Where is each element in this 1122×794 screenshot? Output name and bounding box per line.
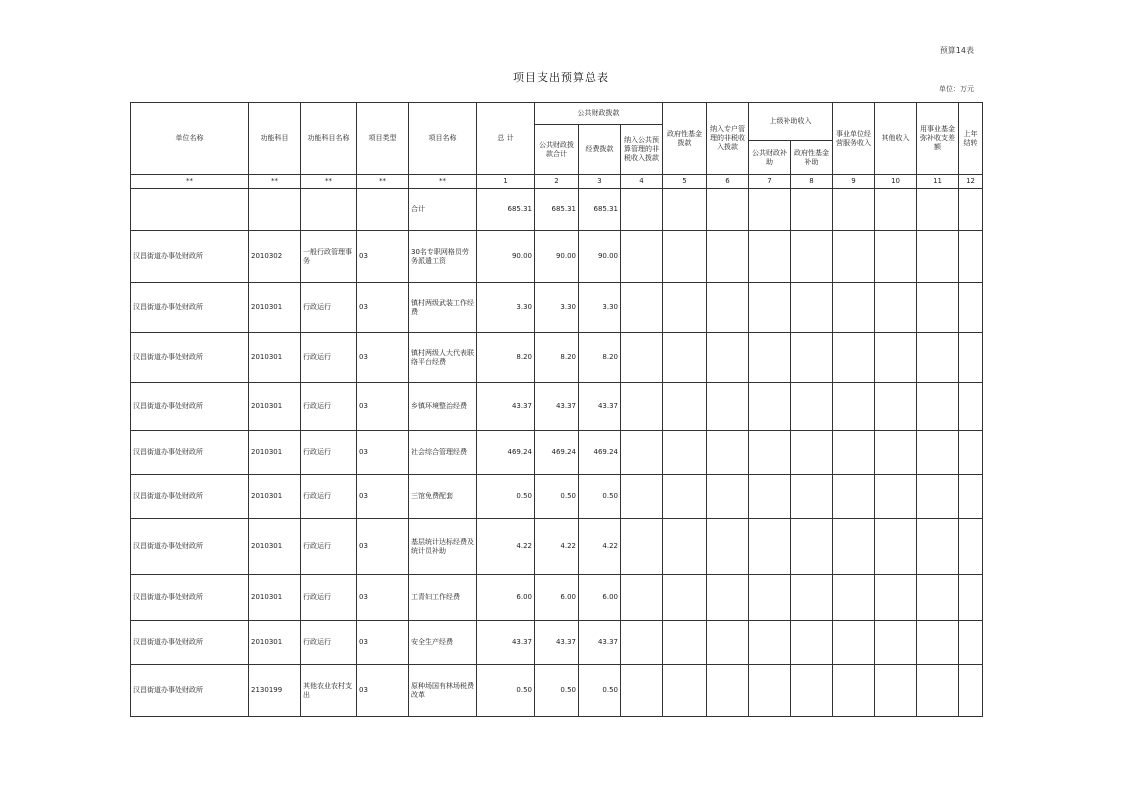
- unit-name-cell: 汉昌街道办事处财政所: [131, 383, 249, 431]
- empty-cell: [621, 383, 663, 431]
- empty-cell: [959, 283, 983, 333]
- empty-cell: [833, 383, 875, 431]
- unit-name-cell: 汉昌街道办事处财政所: [131, 475, 249, 519]
- project-name-cell: 社会综合管理经费: [409, 431, 477, 475]
- empty-cell: [707, 383, 749, 431]
- header-total: 总 计: [477, 103, 535, 175]
- empty-cell: [875, 621, 917, 665]
- empty-cell: [791, 575, 833, 621]
- proj-type-cell: 03: [357, 665, 409, 717]
- empty-cell: [959, 431, 983, 475]
- empty-cell: [917, 231, 959, 283]
- empty-cell: [833, 519, 875, 575]
- empty-cell: [917, 575, 959, 621]
- func-name-cell: 行政运行: [301, 383, 357, 431]
- index-cell: **: [357, 175, 409, 189]
- empty-cell: [749, 231, 791, 283]
- pub-total-cell: 6.00: [535, 575, 579, 621]
- empty-cell: [621, 475, 663, 519]
- empty-cell: [833, 621, 875, 665]
- func-name-cell: 行政运行: [301, 283, 357, 333]
- unit-name-cell: 汉昌街道办事处财政所: [131, 333, 249, 383]
- pub-total-cell: 90.00: [535, 231, 579, 283]
- header-other: 其他收入: [875, 103, 917, 175]
- func-code-cell: 2010301: [249, 519, 301, 575]
- empty-cell: [875, 383, 917, 431]
- proj-type-cell: 03: [357, 575, 409, 621]
- empty-cell: [749, 333, 791, 383]
- total-cell: 90.00: [477, 231, 535, 283]
- func-name-cell: 行政运行: [301, 333, 357, 383]
- func-name-cell: 行政运行: [301, 621, 357, 665]
- total-cell: 43.37: [477, 621, 535, 665]
- proj-type-cell: 03: [357, 431, 409, 475]
- header-func-name: 功能科目名称: [301, 103, 357, 175]
- pub-funds-cell: 4.22: [579, 519, 621, 575]
- empty-cell: [749, 665, 791, 717]
- func-name-cell: 行政运行: [301, 519, 357, 575]
- empty-cell: [875, 665, 917, 717]
- func-code-cell: 2130199: [249, 665, 301, 717]
- table-row: [131, 575, 983, 621]
- empty-cell: [663, 231, 707, 283]
- empty-cell: [875, 475, 917, 519]
- pub-funds-cell: 8.20: [579, 333, 621, 383]
- table-row: [131, 283, 983, 333]
- empty-cell: [707, 431, 749, 475]
- empty-cell: [917, 665, 959, 717]
- func-name-cell: 其他农业农村支出: [301, 665, 357, 717]
- empty-cell: [621, 283, 663, 333]
- empty-cell: [621, 575, 663, 621]
- total-cell: 4.22: [477, 519, 535, 575]
- header-unit-name: 单位名称: [131, 103, 249, 175]
- empty-cell: [959, 475, 983, 519]
- empty-cell: [791, 333, 833, 383]
- index-cell: 7: [749, 175, 791, 189]
- pub-total-cell: 0.50: [535, 665, 579, 717]
- empty-cell: [959, 575, 983, 621]
- empty-cell: [707, 665, 749, 717]
- empty-cell: [833, 665, 875, 717]
- empty-cell: [749, 621, 791, 665]
- proj-type-cell: 03: [357, 383, 409, 431]
- empty-cell: [875, 231, 917, 283]
- empty-cell: [791, 519, 833, 575]
- pub-total-cell: 8.20: [535, 333, 579, 383]
- empty-cell: [749, 519, 791, 575]
- pub-funds-cell: 469.24: [579, 431, 621, 475]
- index-cell: **: [249, 175, 301, 189]
- empty-cell: [749, 383, 791, 431]
- empty-cell: [663, 621, 707, 665]
- data-rows: [131, 231, 983, 717]
- index-cell: **: [301, 175, 357, 189]
- total-cell: 469.24: [477, 431, 535, 475]
- index-cell: 8: [791, 175, 833, 189]
- empty-cell: [875, 283, 917, 333]
- pub-funds-cell: 3.30: [579, 283, 621, 333]
- total-cell: 685.31: [477, 189, 535, 231]
- total-cell: 0.50: [477, 475, 535, 519]
- header-row-1: [131, 103, 983, 125]
- empty-cell: [621, 621, 663, 665]
- empty-cell: [707, 283, 749, 333]
- index-cell: 1: [477, 175, 535, 189]
- proj-type-cell: 03: [357, 519, 409, 575]
- empty-cell: [959, 383, 983, 431]
- page-number: 预算14表: [939, 46, 974, 55]
- header-sup-gov: 政府性基金补助: [791, 141, 833, 175]
- empty-cell: [959, 621, 983, 665]
- proj-type-cell: 03: [357, 621, 409, 665]
- project-name-cell: 镇村两级人大代表联络平台经费: [409, 333, 477, 383]
- func-code-cell: 2010301: [249, 475, 301, 519]
- table-row: [131, 431, 983, 475]
- header-func-code: 功能科目: [249, 103, 301, 175]
- empty-cell: [917, 621, 959, 665]
- table-row: [131, 383, 983, 431]
- unit-name-cell: 汉昌街道办事处财政所: [131, 575, 249, 621]
- func-name-cell: 行政运行: [301, 431, 357, 475]
- unit-name-cell: 汉昌街道办事处财政所: [131, 283, 249, 333]
- header-business: 事业单位经营服务收入: [833, 103, 875, 175]
- project-name-cell: 基层统计达标经费及统计员补助: [409, 519, 477, 575]
- func-name-cell: 一般行政管理事务: [301, 231, 357, 283]
- empty-cell: [791, 621, 833, 665]
- total-pub-funds-cell: 685.31: [579, 189, 621, 231]
- project-name-cell: 乡镇环境整治经费: [409, 383, 477, 431]
- empty-cell: [749, 431, 791, 475]
- empty-cell: [917, 519, 959, 575]
- empty-cell: [791, 383, 833, 431]
- empty-cell: [833, 475, 875, 519]
- table-row: [131, 231, 983, 283]
- pub-funds-cell: 43.37: [579, 621, 621, 665]
- empty-cell: [917, 283, 959, 333]
- empty-cell: [959, 665, 983, 717]
- empty-cell: [663, 519, 707, 575]
- table-row: [131, 333, 983, 383]
- empty-cell: [749, 575, 791, 621]
- empty-cell: [833, 231, 875, 283]
- func-name-cell: 行政运行: [301, 575, 357, 621]
- pub-funds-cell: 0.50: [579, 475, 621, 519]
- empty-cell: [663, 431, 707, 475]
- func-code-cell: 2010301: [249, 575, 301, 621]
- page-title: 项目支出预算总表: [513, 71, 609, 84]
- empty-cell: [833, 431, 875, 475]
- empty-cell: [917, 475, 959, 519]
- header-public-group: 公共财政拨款: [535, 103, 663, 125]
- unit-name-cell: 汉昌街道办事处财政所: [131, 231, 249, 283]
- empty-cell: [707, 475, 749, 519]
- empty-cell: [621, 333, 663, 383]
- header-cause-fund: 用事业基金弥补收支差额: [917, 103, 959, 175]
- empty-cell: [663, 333, 707, 383]
- index-cell: **: [131, 175, 249, 189]
- index-cell: 9: [833, 175, 875, 189]
- unit-name-cell: 汉昌街道办事处财政所: [131, 519, 249, 575]
- pub-total-cell: 43.37: [535, 621, 579, 665]
- proj-type-cell: 03: [357, 283, 409, 333]
- empty-cell: [749, 475, 791, 519]
- func-code-cell: 2010301: [249, 333, 301, 383]
- total-cell: 6.00: [477, 575, 535, 621]
- empty-cell: [663, 283, 707, 333]
- empty-cell: [707, 333, 749, 383]
- header-sup-public: 公共财政补助: [749, 141, 791, 175]
- header-superior-group: 上级补助收入: [749, 103, 833, 141]
- total-cell: 3.30: [477, 283, 535, 333]
- total-cell: 8.20: [477, 333, 535, 383]
- unit-name-cell: 汉昌街道办事处财政所: [131, 665, 249, 717]
- header-pub-funds: 经费拨款: [579, 125, 621, 175]
- func-code-cell: 2010301: [249, 621, 301, 665]
- pub-funds-cell: 90.00: [579, 231, 621, 283]
- empty-cell: [621, 231, 663, 283]
- unit-name-cell: 汉昌街道办事处财政所: [131, 431, 249, 475]
- empty-cell: [663, 475, 707, 519]
- pub-total-cell: 43.37: [535, 383, 579, 431]
- pub-total-cell: 0.50: [535, 475, 579, 519]
- empty-cell: [791, 665, 833, 717]
- pub-funds-cell: 43.37: [579, 383, 621, 431]
- header-special-nontax: 纳入专户管理的非税收入拨款: [707, 103, 749, 175]
- func-name-cell: 行政运行: [301, 475, 357, 519]
- func-code-cell: 2010301: [249, 383, 301, 431]
- empty-cell: [875, 431, 917, 475]
- empty-cell: [959, 333, 983, 383]
- empty-cell: [791, 231, 833, 283]
- empty-cell: [621, 431, 663, 475]
- total-row: [131, 189, 983, 231]
- table-row: [131, 519, 983, 575]
- empty-cell: [959, 519, 983, 575]
- empty-cell: [917, 383, 959, 431]
- empty-cell: [663, 665, 707, 717]
- header-last-year: 上年结转: [959, 103, 983, 175]
- header-gov-fund: 政府性基金拨款: [663, 103, 707, 175]
- index-cell: 11: [917, 175, 959, 189]
- header-pub-total: 公共财政拨款合计: [535, 125, 579, 175]
- empty-cell: [621, 665, 663, 717]
- project-name-cell: 工青妇工作经费: [409, 575, 477, 621]
- func-code-cell: 2010301: [249, 283, 301, 333]
- empty-cell: [917, 431, 959, 475]
- project-name-cell: 镇村两级武装工作经费: [409, 283, 477, 333]
- empty-cell: [791, 475, 833, 519]
- total-pub-total-cell: 685.31: [535, 189, 579, 231]
- project-name-cell: 原种场国有林场税费改革: [409, 665, 477, 717]
- proj-type-cell: 03: [357, 475, 409, 519]
- index-cell: 4: [621, 175, 663, 189]
- total-cell: 43.37: [477, 383, 535, 431]
- empty-cell: [707, 231, 749, 283]
- empty-cell: [875, 519, 917, 575]
- unit-label: 单位：万元: [939, 85, 974, 93]
- budget-table: [130, 102, 983, 717]
- empty-cell: [833, 575, 875, 621]
- index-cell: 10: [875, 175, 917, 189]
- index-cell: 3: [579, 175, 621, 189]
- total-label: 合计: [409, 189, 477, 231]
- pub-funds-cell: 0.50: [579, 665, 621, 717]
- empty-cell: [791, 283, 833, 333]
- index-cell: 12: [959, 175, 983, 189]
- pub-total-cell: 4.22: [535, 519, 579, 575]
- table-row: [131, 621, 983, 665]
- empty-cell: [833, 283, 875, 333]
- index-row: [131, 175, 983, 189]
- index-cell: **: [409, 175, 477, 189]
- empty-cell: [833, 333, 875, 383]
- empty-cell: [621, 519, 663, 575]
- empty-cell: [875, 575, 917, 621]
- empty-cell: [663, 383, 707, 431]
- empty-cell: [707, 575, 749, 621]
- func-code-cell: 2010301: [249, 431, 301, 475]
- pub-total-cell: 3.30: [535, 283, 579, 333]
- project-name-cell: 安全生产经费: [409, 621, 477, 665]
- func-code-cell: 2010302: [249, 231, 301, 283]
- total-cell: 0.50: [477, 665, 535, 717]
- unit-name-cell: 汉昌街道办事处财政所: [131, 621, 249, 665]
- project-name-cell: 30名专职网格员劳务派遣工资: [409, 231, 477, 283]
- proj-type-cell: 03: [357, 231, 409, 283]
- empty-cell: [707, 519, 749, 575]
- project-name-cell: 三馆免费配套: [409, 475, 477, 519]
- header-pub-in-budget: 纳入公共预算管理的非税收入拨款: [621, 125, 663, 175]
- index-cell: 5: [663, 175, 707, 189]
- header-proj-name: 项目名称: [409, 103, 477, 175]
- empty-cell: [707, 621, 749, 665]
- pub-total-cell: 469.24: [535, 431, 579, 475]
- empty-cell: [875, 333, 917, 383]
- index-cell: 2: [535, 175, 579, 189]
- empty-cell: [749, 283, 791, 333]
- empty-cell: [959, 231, 983, 283]
- index-cell: 6: [707, 175, 749, 189]
- proj-type-cell: 03: [357, 333, 409, 383]
- empty-cell: [663, 575, 707, 621]
- table-row: [131, 475, 983, 519]
- table-row: [131, 665, 983, 717]
- pub-funds-cell: 6.00: [579, 575, 621, 621]
- empty-cell: [791, 431, 833, 475]
- empty-cell: [917, 333, 959, 383]
- header-proj-type: 项目类型: [357, 103, 409, 175]
